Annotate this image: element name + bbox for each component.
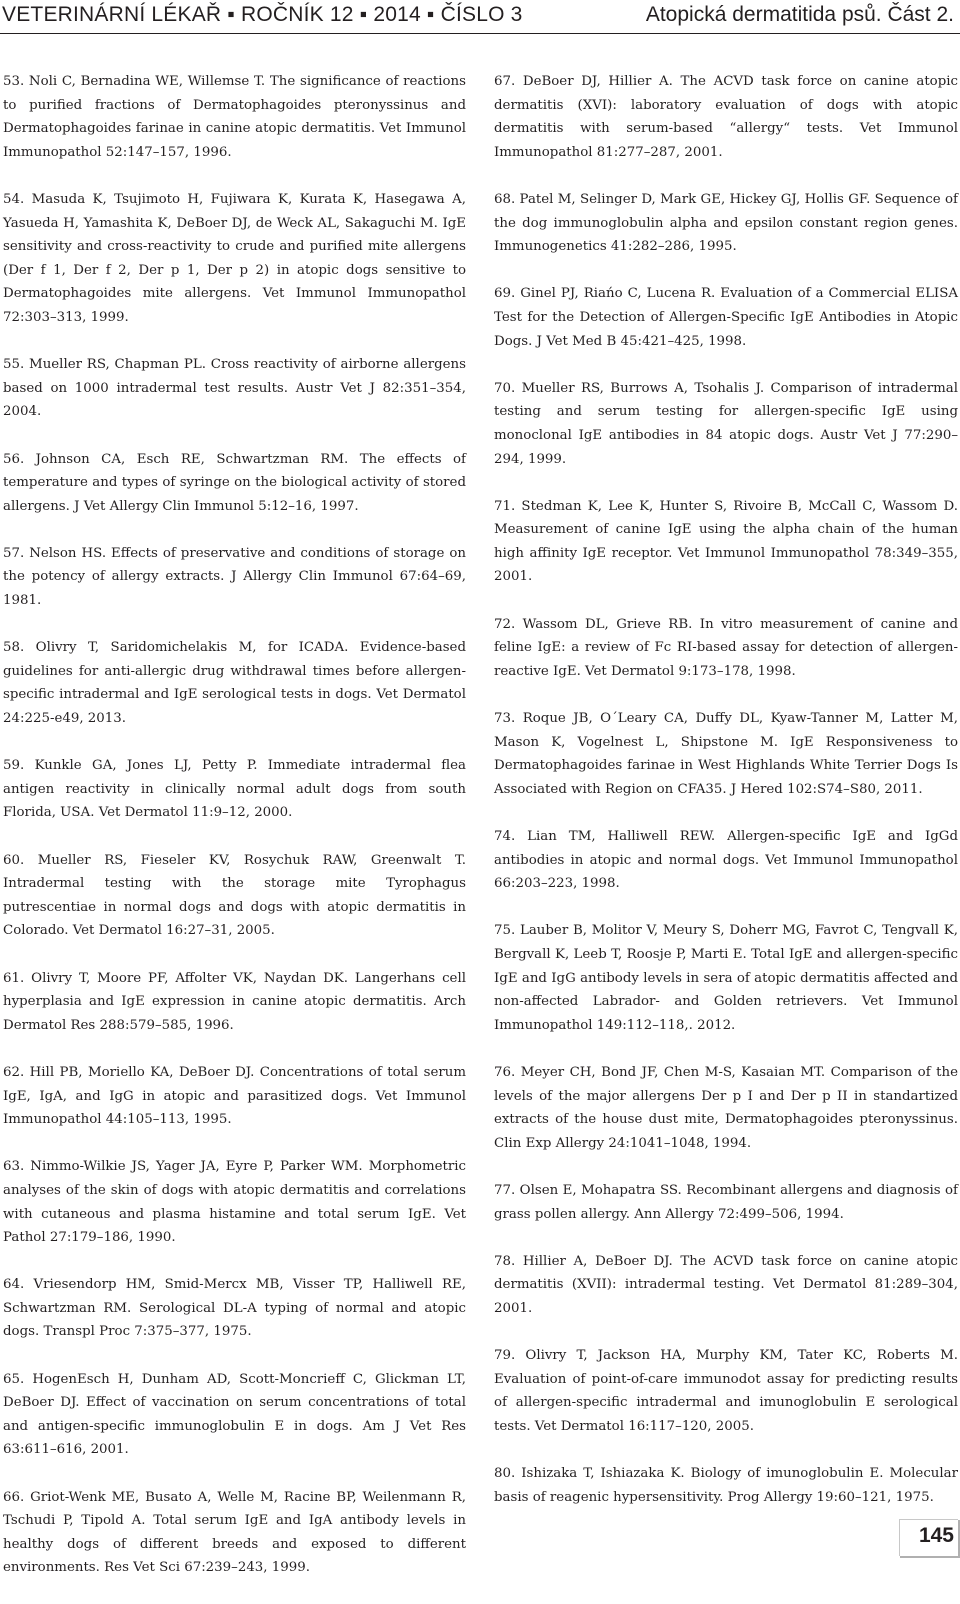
reference-77: 77. Olsen E, Mohapatra SS. Recombinant allergens and diagnosis of grass pollen allergy. Ann Allergy 72:499–506, 1994. [494, 1182, 958, 1222]
reference-69: 69. Ginel PJ, Riańo C, Lucena R. Evaluation of a Commercial ELISA Test for the Detection of Allergen-Specific IgE Antibodies in Atopic Dogs. J Vet Med B 45:421–425, 1998. [494, 286, 958, 349]
reference-80: 80. Ishizaka T, Ishiazaka K. Biology of imunoglobulin E. Molecular basis of reagenic hypersensitivity. Prog Allergy 19:60–121, 1975. [494, 1466, 958, 1505]
reference-79: 79. Olivry T, Jackson HA, Murphy KM, Tater KC, Roberts M. Evaluation of point-of-care immunodot assay for predicting results of allergen-specific intradermal and imunoglobulin E serological tests. Vet Dermatol 16:117–120, 2005. [494, 1348, 958, 1434]
reference-71: 71. Stedman K, Lee K, Hunter S, Rivoire B, McCall C, Wassom D. Measurement of canine IgE using the alpha chain of the human high affinity IgE receptor. Vet Immunol Immunopathol 78:349–355, 2001. [494, 498, 958, 585]
reference-53: 53. Noli C, Bernadina WE, Willemse T. The significance of reactions to purified fractions of Dermatophagoides pteronyssinus and Dermatophagoides farinae in canine atopic dermatitis. Vet Immunol Immunopathol 52:147–157, 1996. [3, 74, 466, 160]
reference-56: 56. Johnson CA, Esch RE, Schwartzman RM. The effects of temperature and types of syringe on the biological activity of stored allergens. J Vet Allergy Clin Immunol 5:12–16, 1997. [3, 451, 466, 514]
reference-65: 65. HogenEsch H, Dunham AD, Scott-Moncrieff C, Glickman LT, DeBoer DJ. Effect of vaccination on serum concentrations of total and antigen-specific immunoglobulin E in dogs. Am J Vet Res 63:611–616, 2001. [3, 1371, 466, 1458]
journal-title: VETERINÁRNÍ LÉKAŘ ▪ ROČNÍK 12 ▪ 2014 ▪ ČÍSLO 3 [2, 3, 523, 26]
reference-73: 73. Roque JB, O´Leary CA, Duffy DL, Kyaw-Tanner M, Latter M, Mason K, Vogelnest L, Shipstone M. IgE Responsiveness to Dermatophagoides farinae in West Highlands White Terrier Dogs Is Associated with Region on CFA35. J Hered 102:S74–S80, 2011. [494, 711, 958, 797]
reference-55: 55. Mueller RS, Chapman PL. Cross reactivity of airborne allergens based on 1000 intradermal test results. Austr Vet J 82:351–354, 2004. [3, 357, 466, 420]
page-number: 145 [918, 1524, 954, 1547]
reference-58: 58. Olivry T, Saridomichelakis M, for ICADA. Evidence-based guidelines for anti-allergic drug withdrawal times before allergen-specific intradermal and IgE serological tests in dogs. Vet Dermatol 24:225-e49, 2013. [3, 640, 466, 727]
reference-74: 74. Lian TM, Halliwell REW. Allergen-specific IgE and IgGd antibodies in atopic and normal dogs. Vet Immunol Immunopathol 66:203–223, 1998. [494, 829, 958, 892]
reference-72: 72. Wassom DL, Grieve RB. In vitro measurement of canine and feline IgE: a review of Fc RI-based assay for detection of allergen-reactive IgE. Vet Dermatol 9:173–178, 1998. [494, 616, 958, 679]
reference-62: 62. Hill PB, Moriello KA, DeBoer DJ. Concentrations of total serum IgE, IgA, and IgG in atopic and parasitized dogs. Vet Immunol Immunopathol 44:105–113, 1995. [3, 1064, 466, 1128]
reference-66: 66. Griot-Wenk ME, Busato A, Welle M, Racine BP, Weilenmann R, Tschudi P, Tipold A. Total serum IgE and IgA antibody levels in healthy dogs of different breeds and exposed to different environments. Res Vet Sci 67:239–243, 1999. [3, 1489, 466, 1576]
reference-57: 57. Nelson HS. Effects of preservative and conditions of storage on the potency of allergy extracts. J Allergy Clin Immunol 67:64–69, 1981. [3, 545, 466, 609]
reference-59: 59. Kunkle GA, Jones LJ, Petty P. Immediate intradermal flea antigen reactivity in clinically normal adult dogs from south Florida, USA. Vet Dermatol 11:9–12, 2000. [3, 758, 466, 821]
reference-60: 60. Mueller RS, Fieseler KV, Rosychuk RAW, Greenwalt T. Intradermal testing with the storage mite Tyrophagus putrescentiae in normal dogs and dogs with atopic dermatitis in Colorado. Vet Dermatol 16:27–31, 2005. [3, 852, 466, 939]
page-number-box [899, 1519, 958, 1556]
reference-70: 70. Mueller RS, Burrows A, Tsohalis J. Comparison of intradermal testing and serum testing for allergen-specific IgE using monoclonal IgE antibodies in 84 atopic dogs. Austr Vet J 77:290–294, 1999. [494, 380, 958, 467]
article-title: Atopická dermatitida psů. Část 2. [645, 3, 954, 26]
reference-64: 64. Vriesendorp HM, Smid-Mercx MB, Visser TP, Halliwell RE, Schwartzman RM. Serological DL-A typing of normal and atopic dogs. Transpl Proc 7:375–377, 1975. [3, 1277, 466, 1340]
header-divider [0, 33, 960, 34]
reference-78: 78. Hillier A, DeBoer DJ. The ACVD task force on canine atopic dermatitis (XVII): intradermal testing. Vet Dermatol 81:289–304, 2001. [494, 1253, 958, 1316]
reference-61: 61. Olivry T, Moore PF, Affolter VK, Naydan DK. Langerhans cell hyperplasia and IgE expression in canine atopic dermatitis. Arch Dermatol Res 288:579–585, 1996. [3, 970, 466, 1033]
reference-75: 75. Lauber B, Molitor V, Meury S, Doherr MG, Favrot C, Tengvall K, Bergvall K, Leeb T, Roosje P, Marti E. Total IgE and allergen-specific IgE and IgG antibody levels in sera of atopic dermatitis affected and non-affected Labrador- and Golden retrievers. Vet Immunol Immunopathol 149:112–118,. 2012. [494, 923, 958, 1033]
reference-67: 67. DeBoer DJ, Hillier A. The ACVD task force on canine atopic dermatitis (XVI): laboratory evaluation of dogs with atopic dermatitis with serum-based “allergy“ tests. Vet Immunol Immunopathol 81:277–287, 2001. [494, 74, 958, 160]
references-left-column [3, 70, 466, 1604]
reference-63: 63. Nimmo-Wilkie JS, Yager JA, Eyre P, Parker WM. Morphometric analyses of the skin of dogs with atopic dermatitis and correlations with cutaneous and plasma histamine and total serum IgE. Vet Pathol 27:179–186, 1990. [3, 1159, 466, 1246]
references-right-column [494, 70, 958, 1533]
reference-68: 68. Patel M, Selinger D, Mark GE, Hickey GJ, Hollis GF. Sequence of the dog immunoglobulin alpha and epsilon constant region genes. Immunogenetics 41:282–286, 1995. [494, 191, 958, 255]
reference-76: 76. Meyer CH, Bond JF, Chen M-S, Kasaian MT. Comparison of the levels of the major allergens Der p I and Der p II in standartized extracts of the house dust mite, Dermatophagoides pteronyssinus. Clin Exp Allergy 24:1041–1048, 1994. [494, 1064, 958, 1151]
reference-54: 54. Masuda K, Tsujimoto H, Fujiwara K, Kurata K, Hasegawa A, Yasueda H, Yamashita K, DeBoer DJ, de Weck AL, Sakaguchi M. IgE sensitivity and cross-reactivity to crude and purified mite allergens (Der f 1, Der f 2, Der p 1, Der p 2) in atopic dogs sensitive to Dermatophagoides mite allergens. Vet Immunol Immunopathol 72:303–313, 1999. [3, 191, 466, 325]
page-header [0, 0, 960, 36]
